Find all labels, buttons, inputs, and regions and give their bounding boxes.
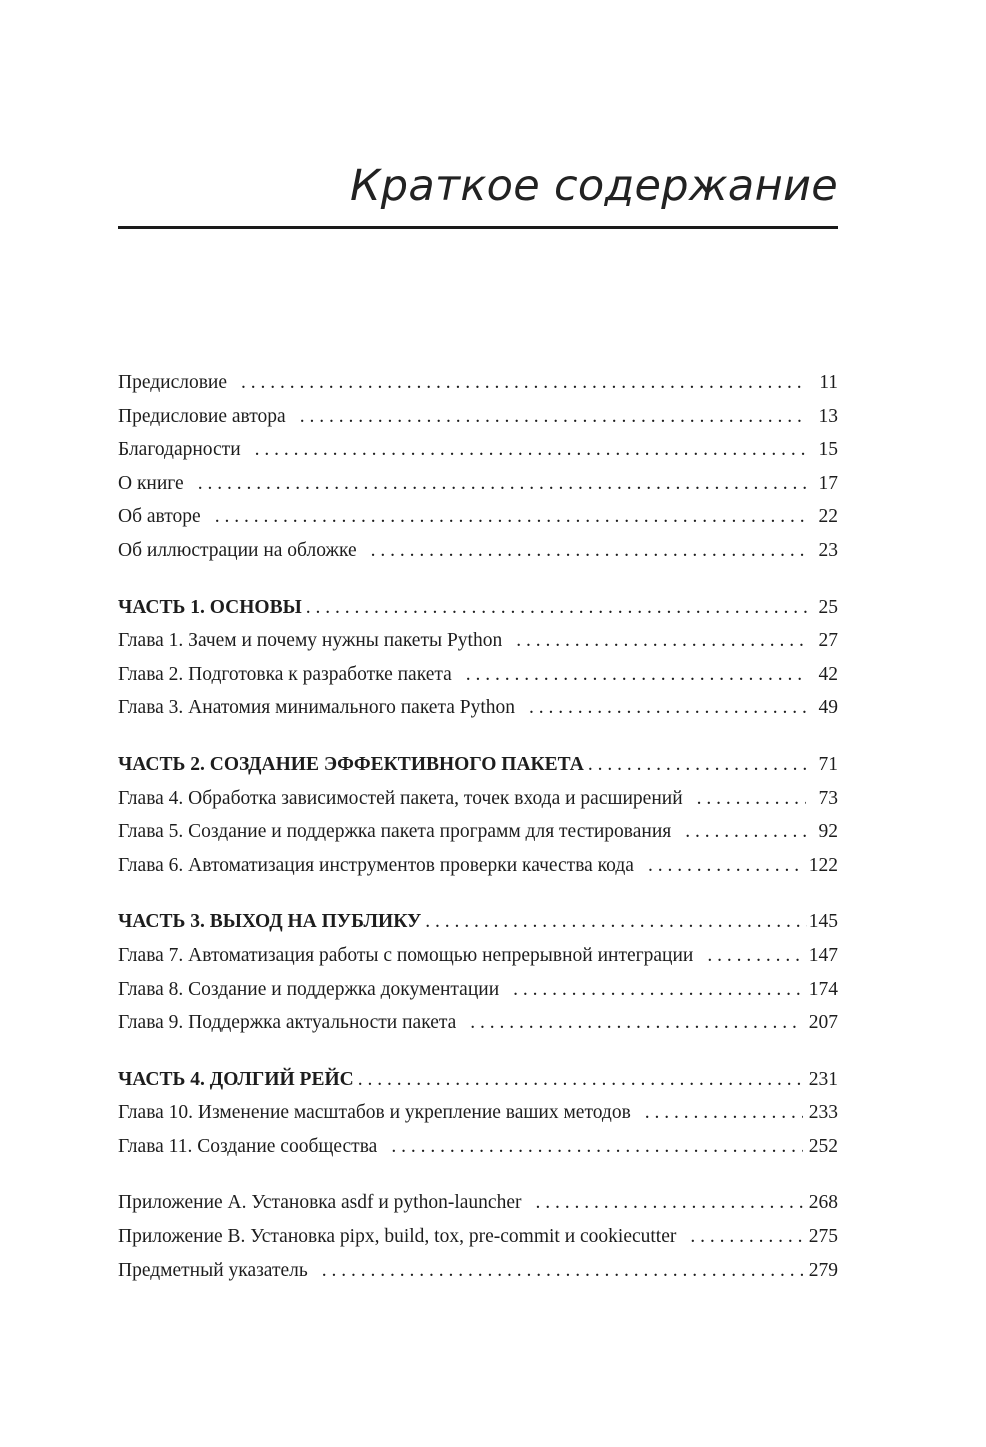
- toc-entry-page-number: 233: [808, 1102, 838, 1124]
- toc-entry-page-number: 13: [818, 405, 838, 427]
- toc-entry-label: О книге: [118, 472, 184, 494]
- toc-part-entry[interactable]: [118, 748, 838, 782]
- toc-entry-page-number: 73: [818, 787, 838, 809]
- title-underline: [118, 226, 838, 229]
- toc-entry-page-number: 11: [819, 372, 838, 393]
- toc-entry-label: Глава 3. Анатомия минимального пакета Python: [118, 697, 516, 719]
- dot-leader: [516, 624, 806, 658]
- dot-leader: [685, 815, 806, 849]
- dot-leader: [697, 782, 806, 816]
- toc-section: [118, 591, 838, 725]
- dot-leader: [425, 905, 806, 939]
- dot-leader: [513, 973, 803, 1007]
- dot-leader: [648, 849, 803, 883]
- toc-entry-label: Предисловие: [118, 372, 228, 393]
- toc-entry[interactable]: [118, 849, 838, 883]
- dot-leader: [466, 658, 806, 692]
- toc-entry[interactable]: [118, 1254, 838, 1288]
- dot-leader: [535, 1186, 802, 1220]
- toc-entry-page-number: 145: [808, 911, 838, 933]
- toc-part-entry[interactable]: [118, 591, 838, 625]
- toc-entry-page-number: 275: [808, 1226, 838, 1248]
- toc-entry-label: ЧАСТЬ 1. ОСНОВЫ: [118, 596, 302, 618]
- toc-entry-page-number: 23: [818, 539, 838, 561]
- toc-entry[interactable]: [118, 366, 838, 400]
- toc-entry-page-number: 92: [818, 821, 838, 843]
- toc-entry-label: Глава 5. Создание и поддержка пакета программ для тестирования: [118, 821, 672, 843]
- toc-section: [118, 1186, 838, 1287]
- toc-section: [118, 748, 838, 882]
- dot-leader: [198, 467, 806, 501]
- toc-entry-label: Глава 10. Изменение масштабов и укрепление ваших методов: [118, 1102, 631, 1124]
- toc-entry[interactable]: [118, 1096, 838, 1130]
- toc-entry[interactable]: [118, 1006, 838, 1040]
- toc-entry-label: Глава 11. Создание сообщества: [118, 1135, 378, 1157]
- toc-entry-page-number: 207: [808, 1012, 838, 1034]
- toc-entry[interactable]: [118, 400, 838, 434]
- toc-entry[interactable]: [118, 1130, 838, 1164]
- toc-entry-page-number: 71: [818, 753, 838, 775]
- dot-leader: [529, 691, 806, 725]
- toc-entry-label: Глава 8. Создание и поддержка документации: [118, 978, 500, 1000]
- dot-leader: [322, 1254, 803, 1288]
- toc-entry[interactable]: [118, 500, 838, 534]
- toc-entry-page-number: 27: [818, 630, 838, 652]
- toc-entry-label: ЧАСТЬ 4. ДОЛГИЙ РЕЙС: [118, 1068, 354, 1090]
- toc-entry[interactable]: [118, 624, 838, 658]
- page-title: Краткое содержание: [349, 161, 838, 211]
- toc-entry-page-number: 174: [808, 978, 838, 1000]
- toc-entry-label: Глава 2. Подготовка к разработке пакета: [118, 663, 452, 685]
- toc-entry-label: Глава 7. Автоматизация работы с помощью непрерывной интеграции: [118, 944, 694, 966]
- dot-leader: [358, 1063, 807, 1097]
- toc-entry-page-number: 122: [808, 854, 838, 876]
- dot-leader: [255, 433, 806, 467]
- toc-entry-page-number: 49: [818, 697, 838, 719]
- dot-leader: [690, 1220, 802, 1254]
- dot-leader: [371, 534, 806, 568]
- dot-leader: [241, 366, 806, 400]
- toc-entry-label: Глава 6. Автоматизация инструментов проверки качества кода: [118, 854, 634, 876]
- toc-entry-label: ЧАСТЬ 2. СОЗДАНИЕ ЭФФЕКТИВНОГО ПАКЕТА: [118, 753, 584, 775]
- toc-entry[interactable]: [118, 939, 838, 973]
- dot-leader: [300, 400, 806, 434]
- toc-entry-label: Об иллюстрации на обложке: [118, 539, 357, 561]
- toc-entry-label: Приложение B. Установка pipx, build, tox, pre-commit и cookiecutter: [118, 1226, 677, 1248]
- toc-entry-page-number: 17: [818, 472, 838, 494]
- toc-entry-label: Глава 9. Поддержка актуальности пакета: [118, 1012, 457, 1034]
- dot-leader: [707, 939, 802, 973]
- toc-entry[interactable]: [118, 973, 838, 1007]
- toc-entry-label: ЧАСТЬ 3. ВЫХОД НА ПУБЛИКУ: [118, 911, 422, 933]
- toc-part-entry[interactable]: [118, 905, 838, 939]
- dot-leader: [588, 748, 810, 782]
- dot-leader: [391, 1130, 802, 1164]
- toc-entry-page-number: 231: [808, 1068, 838, 1090]
- toc-entry-page-number: 42: [818, 663, 838, 685]
- toc-entry-page-number: 279: [808, 1259, 838, 1281]
- toc-entry-page-number: 147: [808, 944, 838, 966]
- dot-leader: [645, 1096, 803, 1130]
- toc-entry-label: Предметный указатель: [118, 1259, 308, 1281]
- toc-entry[interactable]: [118, 658, 838, 692]
- toc-entry-label: Благодарности: [118, 439, 241, 461]
- toc-entry-page-number: 268: [808, 1192, 838, 1214]
- toc-entry[interactable]: [118, 467, 838, 501]
- toc-entry-page-number: 25: [818, 596, 838, 618]
- toc-entry-page-number: 252: [808, 1135, 838, 1157]
- toc-entry-page-number: 15: [818, 439, 838, 461]
- toc-entry-label: Приложение А. Установка asdf и python-launcher: [118, 1192, 522, 1214]
- dot-leader: [470, 1006, 802, 1040]
- toc-entry-label: Об авторе: [118, 506, 201, 528]
- table-of-contents: [118, 366, 838, 1287]
- toc-entry-label: Глава 1. Зачем и почему нужны пакеты Python: [118, 630, 503, 652]
- toc-entry[interactable]: [118, 433, 838, 467]
- toc-entry[interactable]: [118, 691, 838, 725]
- toc-entry[interactable]: [118, 534, 838, 568]
- toc-section: [118, 366, 838, 568]
- toc-entry-label: Глава 4. Обработка зависимостей пакета, точек входа и расширений: [118, 787, 683, 809]
- toc-entry[interactable]: [118, 1220, 838, 1254]
- toc-entry-page-number: 22: [818, 506, 838, 528]
- dot-leader: [215, 500, 806, 534]
- toc-section: [118, 1063, 838, 1164]
- toc-entry-label: Предисловие автора: [118, 405, 286, 427]
- toc-entry[interactable]: [118, 1186, 838, 1220]
- toc-entry[interactable]: [118, 782, 838, 816]
- dot-leader: [306, 591, 810, 625]
- toc-section: [118, 905, 838, 1039]
- toc-part-entry[interactable]: [118, 1063, 838, 1097]
- toc-entry[interactable]: [118, 815, 838, 849]
